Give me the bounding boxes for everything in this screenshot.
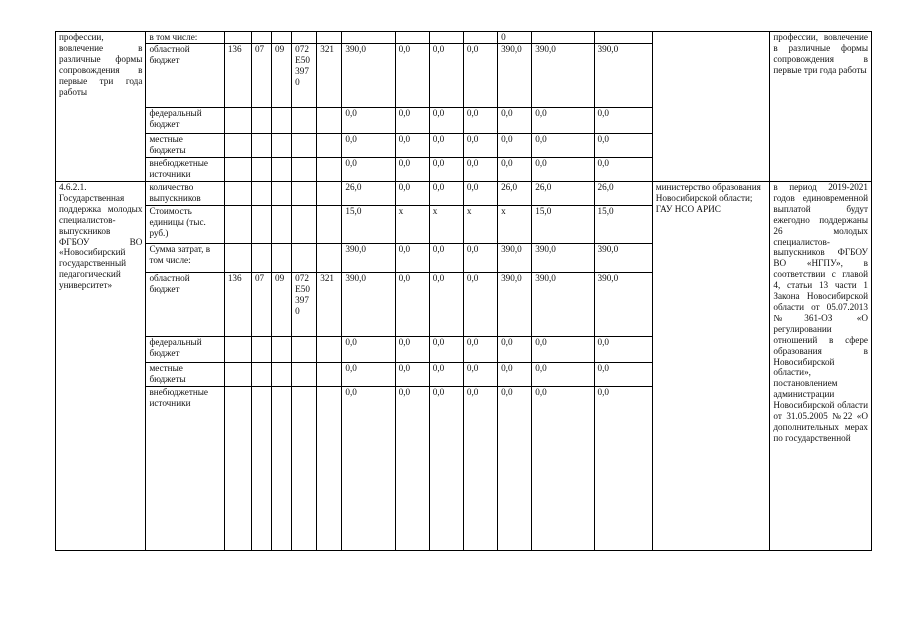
source-label: местные бюджеты [146,134,224,158]
value-cell: 0,0 [395,244,429,273]
value-cell: 0,0 [594,108,652,134]
csr-cell: 072E503970 [292,273,317,337]
pr-cell [272,337,292,363]
table-row [56,32,872,44]
value-cell: 0,0 [498,158,532,182]
value-cell: x [498,206,532,244]
value-cell: 0,0 [498,387,532,551]
value-cell: 0,0 [594,158,652,182]
vr-cell [317,244,342,273]
value-cell: 0,0 [429,182,463,206]
grbs-cell [224,387,251,551]
rz-cell [251,182,271,206]
value-cell: 0,0 [594,387,652,551]
value-cell: 26,0 [498,182,532,206]
value-cell: 0,0 [463,158,497,182]
grbs-cell [224,337,251,363]
pr-cell [272,244,292,273]
value-cell: 390,0 [498,273,532,337]
measure-cell: профессии, вовлечение в различные формы сопровождения в первые три года работы [56,32,146,182]
source-label: областной бюджет [146,273,224,337]
value-cell: 390,0 [532,44,594,108]
source-label: в том числе: [146,32,224,44]
value-cell: 0,0 [498,337,532,363]
value-cell: 0,0 [429,387,463,551]
executor-cell [652,32,770,182]
value-cell: 0,0 [498,363,532,387]
value-cell: 0,0 [463,134,497,158]
rz-cell [251,363,271,387]
value-cell: 0,0 [342,387,395,551]
value-cell: 390,0 [342,44,395,108]
source-label: федеральный бюджет [146,108,224,134]
value-cell: 0,0 [463,244,497,273]
value-cell: 0,0 [395,387,429,551]
block-2 [56,182,872,551]
vr-cell [317,134,342,158]
value-cell: 0,0 [395,158,429,182]
value-cell: x [395,206,429,244]
pr-cell [272,32,292,44]
csr-cell [292,108,317,134]
value-cell: 26,0 [594,182,652,206]
rz-cell [251,32,271,44]
vr-cell: 321 [317,44,342,108]
source-label: местные бюджеты [146,363,224,387]
grbs-cell [224,206,251,244]
value-cell: 390,0 [532,273,594,337]
executor-cell: министерство образования Новосибирской области; ГАУ НСО АРИС [652,182,770,551]
rz-cell [251,108,271,134]
value-cell: 0,0 [395,182,429,206]
value-cell: 0,0 [532,108,594,134]
grbs-cell [224,182,251,206]
value-cell: x [463,206,497,244]
result-cell: в период 2019-2021 годов единовременной выплатой будут ежегодно поддержаны 26 молодых специалистов-выпускников ФГБОУ ВО «НГПУ», в соответствии с главой 4, статьи 13 части 1 Закона Новосибирской области от 05.07.2013 №361-ОЗ «О регулировании отношений в сфере образования в Новосибирской области», постановлением администрации Новосибирской области от 31.05.2005 №22 «О дополнительных мерах по государственной [770,182,872,551]
value-cell: 0,0 [395,273,429,337]
table-row [56,182,872,206]
value-cell: 0,0 [463,337,497,363]
value-cell [532,32,594,44]
value-cell: 0,0 [498,108,532,134]
value-cell: 0,0 [463,363,497,387]
value-cell: 0,0 [532,363,594,387]
value-cell: 390,0 [498,244,532,273]
value-cell: 0,0 [429,44,463,108]
block-1 [56,32,872,182]
value-cell: 0,0 [532,387,594,551]
vr-cell [317,206,342,244]
value-cell: 0 [498,32,532,44]
rz-cell [251,134,271,158]
value-cell: 390,0 [594,273,652,337]
source-label: внебюджетные источники [146,387,224,551]
rz-cell: 07 [251,44,271,108]
source-label: Сумма затрат, в том числе: [146,244,224,273]
result-cell: профессии, вовлечение в различные формы сопровождения в первые три года работы [770,32,872,182]
pr-cell [272,134,292,158]
value-cell: 15,0 [594,206,652,244]
pr-cell [272,206,292,244]
value-cell: 0,0 [342,363,395,387]
csr-cell: 072E503970 [292,44,317,108]
source-label: федеральный бюджет [146,337,224,363]
budget-table [55,31,872,551]
value-cell [463,32,497,44]
value-cell: 390,0 [594,44,652,108]
csr-cell [292,158,317,182]
value-cell: 15,0 [342,206,395,244]
vr-cell: 321 [317,273,342,337]
value-cell: 0,0 [342,108,395,134]
grbs-cell [224,32,251,44]
value-cell [429,32,463,44]
csr-cell [292,134,317,158]
value-cell: 26,0 [342,182,395,206]
value-cell: 390,0 [498,44,532,108]
value-cell: 0,0 [429,273,463,337]
value-cell: 0,0 [429,363,463,387]
value-cell: 0,0 [429,108,463,134]
csr-cell [292,363,317,387]
grbs-cell [224,363,251,387]
value-cell: 390,0 [532,244,594,273]
value-cell: 0,0 [532,337,594,363]
grbs-cell: 136 [224,44,251,108]
vr-cell [317,363,342,387]
grbs-cell [224,108,251,134]
csr-cell [292,387,317,551]
pr-cell: 09 [272,44,292,108]
value-cell: 0,0 [498,134,532,158]
value-cell: 0,0 [342,337,395,363]
value-cell: 0,0 [342,158,395,182]
rz-cell [251,158,271,182]
value-cell: 0,0 [342,134,395,158]
rz-cell [251,206,271,244]
value-cell: 0,0 [395,44,429,108]
value-cell: 0,0 [463,108,497,134]
value-cell: 0,0 [463,387,497,551]
pr-cell [272,363,292,387]
vr-cell [317,337,342,363]
vr-cell [317,387,342,551]
rz-cell [251,244,271,273]
csr-cell [292,32,317,44]
value-cell: 0,0 [429,337,463,363]
value-cell: 390,0 [594,244,652,273]
value-cell: 390,0 [342,273,395,337]
value-cell: 0,0 [594,134,652,158]
source-label: Стоимость единицы (тыс. руб.) [146,206,224,244]
pr-cell [272,387,292,551]
value-cell: 0,0 [395,134,429,158]
csr-cell [292,182,317,206]
vr-cell [317,32,342,44]
csr-cell [292,244,317,273]
source-label: областной бюджет [146,44,224,108]
value-cell: 0,0 [594,337,652,363]
vr-cell [317,158,342,182]
value-cell: 0,0 [463,44,497,108]
value-cell [395,32,429,44]
measure-cell: 4.6.2.1. Государственная поддержка молодых специалистов-выпускников ФГБОУ ВО «Новосибирский государственный педагогический университет» [56,182,146,551]
value-cell: 0,0 [395,337,429,363]
grbs-cell [224,158,251,182]
value-cell: 0,0 [463,182,497,206]
source-label: внебюджетные источники [146,158,224,182]
value-cell: 0,0 [532,134,594,158]
value-cell: 0,0 [395,108,429,134]
csr-cell [292,206,317,244]
value-cell: 0,0 [463,273,497,337]
value-cell: 0,0 [429,244,463,273]
pr-cell [272,182,292,206]
value-cell [594,32,652,44]
pr-cell: 09 [272,273,292,337]
value-cell: 0,0 [532,158,594,182]
source-label: количество выпускников [146,182,224,206]
value-cell: 0,0 [429,158,463,182]
value-cell: 0,0 [594,363,652,387]
value-cell: 0,0 [429,134,463,158]
value-cell: 26,0 [532,182,594,206]
csr-cell [292,337,317,363]
value-cell: 0,0 [395,363,429,387]
pr-cell [272,108,292,134]
grbs-cell [224,244,251,273]
value-cell: 390,0 [342,244,395,273]
grbs-cell [224,134,251,158]
vr-cell [317,182,342,206]
value-cell: 15,0 [532,206,594,244]
value-cell: x [429,206,463,244]
pr-cell [272,158,292,182]
rz-cell: 07 [251,273,271,337]
rz-cell [251,387,271,551]
rz-cell [251,337,271,363]
grbs-cell: 136 [224,273,251,337]
vr-cell [317,108,342,134]
value-cell [342,32,395,44]
